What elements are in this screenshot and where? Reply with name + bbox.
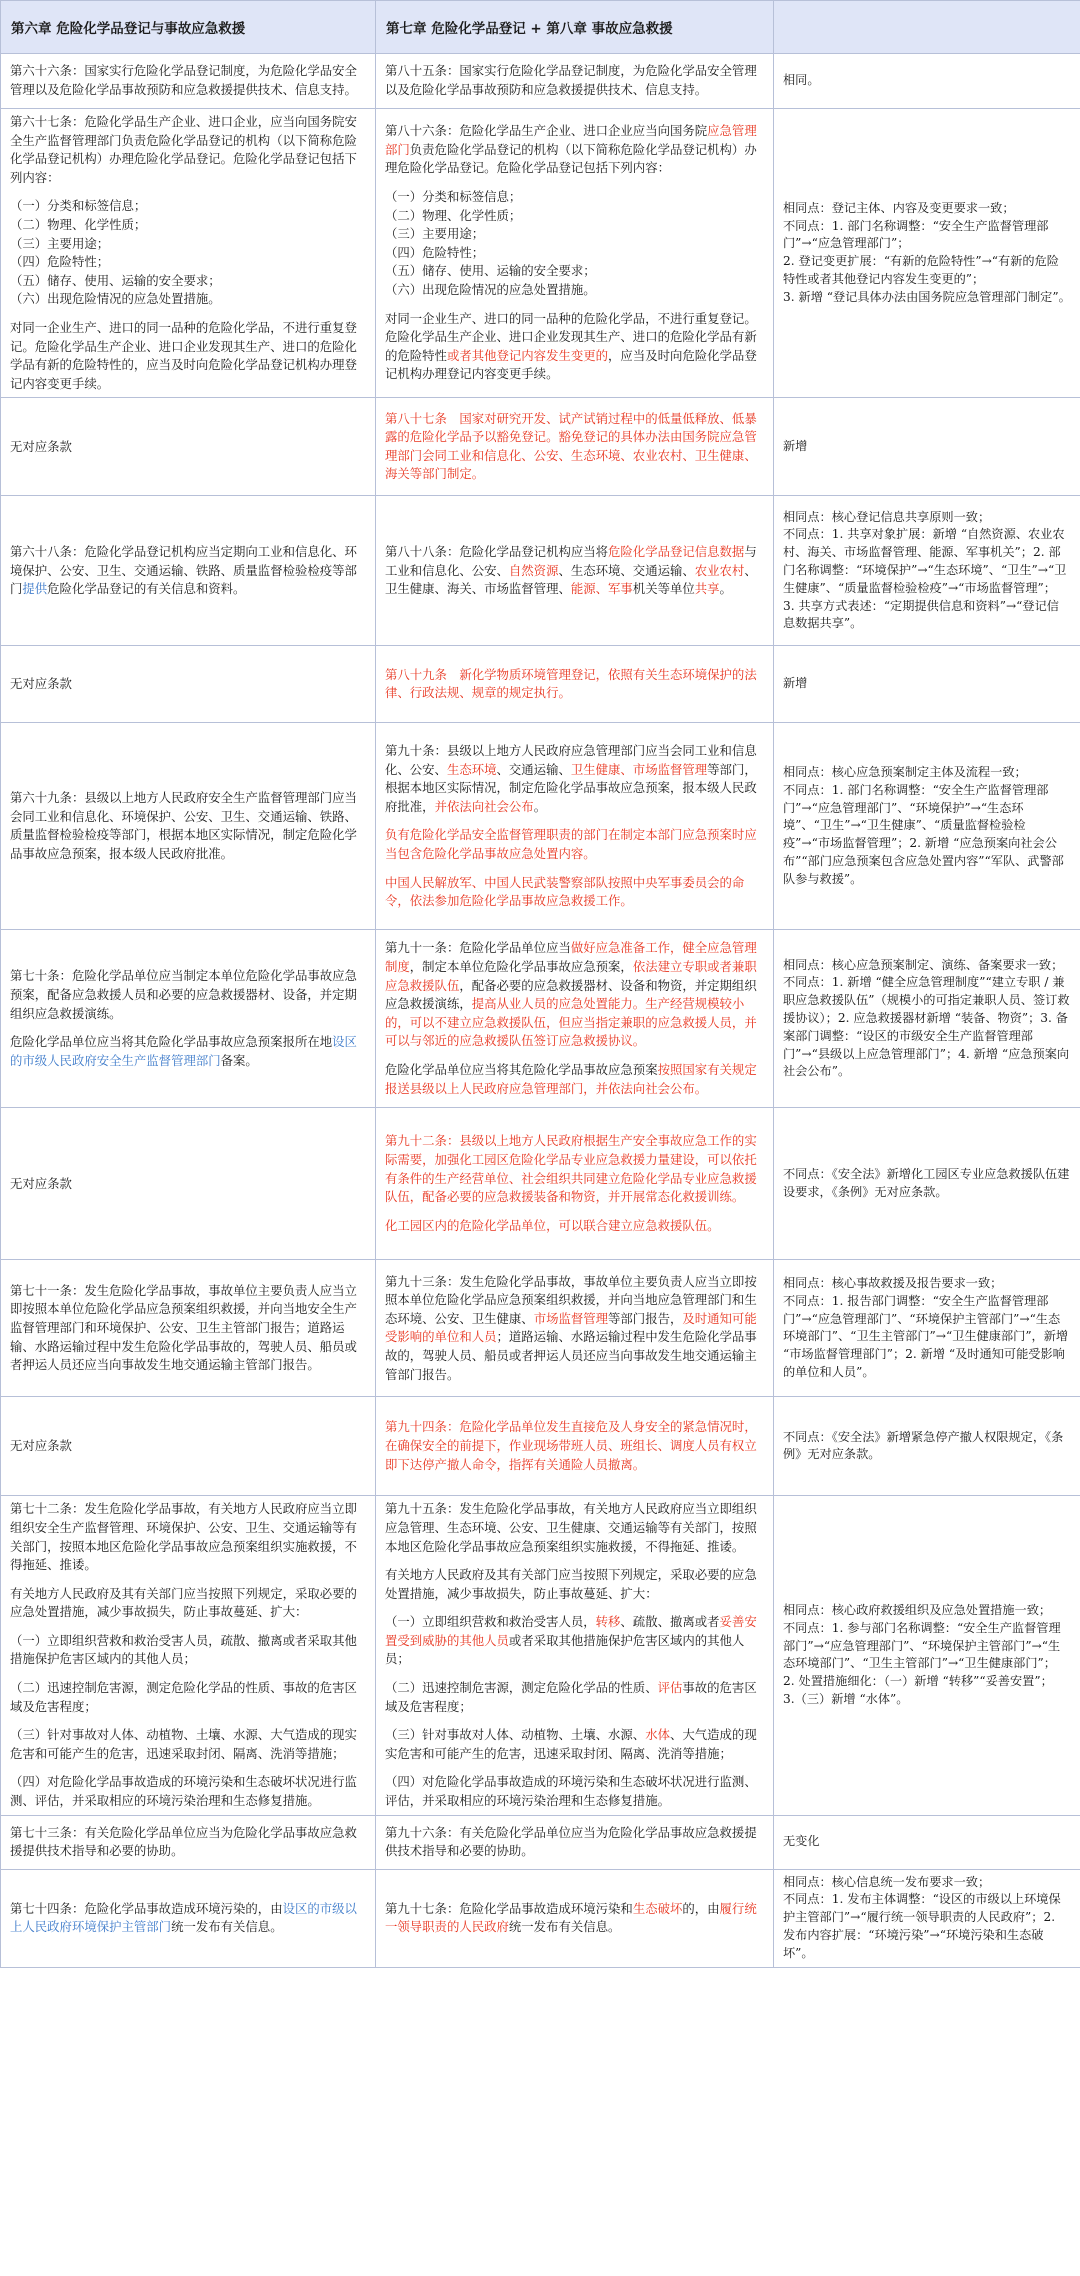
text-segment: 中国人民解放军、中国人民武装警察部队按照中央军事委员会的命令，依法参加危险化学品事故应急救援工作。 [385,874,745,909]
article-paragraph [10,197,366,216]
comparison-line: 不同点：1. 共享对象扩展：新增 “自然资源、农业农村、海关、市场监督管理、能源、军事机关”；2. 部门名称调整：“环境保护”→“生态环境”、“卫生”→“卫生健康”、“质量监督检验检疫”→“市场监督管理”； [783,527,1067,595]
old-article-cell [1,1397,376,1496]
table-row [1,496,1080,646]
text-segment: 等部门报告， [608,1310,683,1326]
article-paragraph [385,1566,764,1603]
text-segment: 依法建立专职或者兼职应急救援队伍 [385,959,757,993]
article-paragraph [10,1726,366,1763]
text-segment: 第九十七条：危险化学品事故造成环境污染和 [385,1900,633,1916]
text-segment: 第九十六条：有关危险化学品单位应当为危险化学品事故应急救援提供技术指导和必要的协助。 [385,1824,757,1859]
comparison-cell [774,54,1080,109]
text-segment: 应急管理部门 [385,123,757,157]
old-article-cell [1,1815,376,1869]
text-segment: 第八十九条 新化学物质环境管理登记，依照有关生态环境保护的法律、行政法规、规章的规定执行。 [385,666,757,701]
text-segment: 或者采取其他措施保护危害区域内的其他人员； [385,1632,745,1667]
text-segment: 、交通运输、 [496,761,571,777]
article-paragraph [385,666,764,703]
text-segment: 、卫生健康、海关、市场监督管理、 [385,562,757,597]
article-paragraph [385,1500,764,1556]
text-segment: 无对应条款 [10,676,72,692]
article-paragraph [10,1773,366,1810]
text-segment: 第九十三条：发生危险化学品事故，事故单位主要负责人应当立即按照本单位危险化学品应急预案组织救援，并向当地应急管理部门和生态环境、公安、卫生健康、 [385,1273,757,1326]
new-article-cell [376,496,774,646]
table-row [1,54,1080,109]
article-paragraph [10,789,366,863]
text-segment: （一）分类和标签信息； [10,198,147,214]
text-segment: 提高从业人员的应急处置能力。生产经营规模较小的，可以不建立应急救援队伍，但应当指定兼职的应急救援人员，并可以与邻近的应急救援队伍签订应急救援协议。 [385,996,757,1049]
text-segment: 危险化学品登记的有关信息和资料。 [47,581,246,597]
text-segment: （四）危险特性； [10,254,110,270]
text-segment: 负责危险化学品登记的机构（以下简称危险化学品登记机构）办理危险化学品登记。危险化学品登记包括下列内容： [385,141,757,176]
comparison-cell [774,1260,1080,1397]
new-article-cell [376,1397,774,1496]
text-segment: 第九十一条：危险化学品单位应当 [385,940,571,956]
article-paragraph [385,543,764,599]
article-paragraph [10,62,366,99]
text-segment: （三）主要用途； [10,235,110,251]
article-paragraph [10,235,366,254]
old-article-cell [1,1260,376,1397]
new-article-cell [376,1108,774,1260]
text-segment: 危险化学品登记信息数据 [608,543,745,559]
article-paragraph [10,1632,366,1669]
article-paragraph [385,742,764,816]
text-segment: 、生态环境、交通运输、 [558,562,695,578]
text-segment: （四）对危险化学品事故造成的环境污染和生态破坏状况进行监测、评估，并采取相应的环境污染治理和生态修复措施。 [10,1774,357,1809]
article-paragraph [10,319,366,393]
comparison-cell [774,1108,1080,1260]
old-article-cell [1,496,376,646]
old-article-cell [1,646,376,723]
text-segment: 第八十七条 国家对研究开发、试产试销过程中的低量低释放、低暴露的危险化学品予以豁免登记。豁免登记的具体办法由国务院应急管理部门会同工业和信息化、公安、生态环境、农业农村、卫生健康、海关等部门制定。 [385,410,757,482]
old-article-cell [1,1496,376,1815]
comparison-line: 2. 登记变更扩展：“有新的危险特性”→“有新的危险特性或者其他登记内容发生变更的”； [783,254,1059,286]
new-article-cell [376,398,774,496]
text-segment: 第九十条：县级以上地方人民政府应急管理部门应当会同工业和信息化、公安、 [385,742,757,777]
text-segment: 无对应条款 [10,438,72,454]
text-segment: 无对应条款 [10,1438,72,1454]
text-segment: 与工业和信息化、公安、 [385,543,757,578]
text-segment: 生态环境 [446,761,497,777]
article-paragraph [385,1726,764,1763]
new-article-cell [376,1260,774,1397]
article-paragraph [385,1900,764,1937]
table-row [1,1496,1080,1815]
text-segment: 等部门，根据本地区实际情况，制定危险化学品事故应急预案，报本级人民政府批准， [385,761,757,814]
comparison-cell [774,1815,1080,1869]
table-row [1,109,1080,398]
comparison-cell [774,398,1080,496]
old-article-cell [1,398,376,496]
article-paragraph [10,253,366,272]
table-row [1,1108,1080,1260]
article-paragraph [10,967,366,1023]
comparison-line: 3. 新增 “登记具体办法由国务院应急管理部门制定”。 [783,289,1071,304]
text-segment: （二）物理、化学性质； [385,207,522,223]
text-segment: 做好应急准备工作，健全应急管理制度 [385,940,757,975]
article-paragraph [10,216,366,235]
table-row [1,1815,1080,1869]
text-segment: 第七十三条：有关危险化学品单位应当为危险化学品事故应急救援提供技术指导和必要的协助。 [10,1824,357,1859]
text-segment: 第六十九条：县级以上地方人民政府安全生产监督管理部门应当会同工业和信息化、环境保护、公安、卫生、交通运输、铁路、质量监督检验检疫等部门，根据本地区实际情况，制定危险化学品事故应急预案，报本级人民政府批准。 [10,790,357,861]
table-row [1,1397,1080,1496]
text-segment: 自然资源 [508,562,559,578]
text-segment: 转移 [595,1614,621,1630]
text-segment: （四）危险特性； [385,244,485,260]
article-paragraph [10,438,366,457]
article-paragraph [385,1824,764,1861]
article-paragraph [385,874,764,911]
text-segment: ，应当及时向危险化学品登记机构办理登记内容变更手续。 [385,347,757,382]
article-paragraph [385,225,764,244]
article-paragraph [385,1773,764,1810]
comparison-cell [774,109,1080,398]
text-segment: 统一发布有关信息。 [171,1919,283,1935]
article-paragraph [385,1273,764,1385]
header-row [1,1,1080,54]
text-segment: （五）储存、使用、运输的安全要求； [10,272,221,288]
article-paragraph [385,122,764,178]
article-paragraph [10,1585,366,1622]
article-paragraph [10,1500,366,1574]
text-segment: 市场监督管理 [533,1310,609,1326]
comparison-line: 相同。 [783,73,820,88]
text-segment: 或者其他登记内容发生变更的 [446,347,609,363]
text-segment: 危险化学品单位应当将其危险化学品事故应急预案 [385,1062,658,1077]
header-comparison [774,1,1080,54]
comparison-line: 3. 共享方式表述：“定期提供信息和资料”→“登记信息数据共享”。 [783,598,1059,631]
comparison-cell [774,723,1080,930]
text-segment: 设区的市级以上人民政府环境保护主管部门 [10,1900,357,1935]
article-paragraph [385,1418,764,1474]
text-segment: 对同一企业生产、进口的同一品种的危险化学品，不进行重复登记。危险化学品生产企业、进口企业发现其生产、进口的危险化学品有新的危险特性的，应当及时向危险化学品登记机构办理登记内容变更手续。 [10,319,357,391]
article-paragraph [385,410,764,484]
table-row [1,723,1080,930]
text-segment: （二）物理、化学性质； [10,216,147,232]
article-paragraph [10,1033,366,1070]
text-segment: 第六十七条：危险化学品生产企业、进口企业，应当向国务院安全生产监督管理部门负责危险化学品登记的机构（以下简称危险化学品登记机构）办理危险化学品登记。危险化学品登记包括下列内容： [10,114,357,185]
article-paragraph [385,310,764,384]
article-paragraph [385,939,764,1051]
comparison-line: 新增 [783,438,808,453]
comparison-line: 相同点：登记主体、内容及变更要求一致； [783,200,1015,215]
comparison-line: 相同点：核心应急预案制定、演练、备案要求一致； [783,957,1064,972]
comparison-line: 相同点：核心登记信息共享原则一致； [783,509,991,524]
article-paragraph [10,543,366,599]
text-segment: 化工园区内的危险化学品单位，可以联合建立应急救援队伍。 [385,1217,720,1233]
old-article-cell [1,109,376,398]
text-segment: （一）分类和标签信息； [385,189,522,205]
new-article-cell [376,646,774,723]
text-segment: 。 [719,581,732,597]
article-paragraph [385,1061,764,1098]
text-segment: 第七十四条：危险化学品事故造成环境污染的，由 [10,1900,283,1916]
text-segment: 第七十一条：发生危险化学品事故，事故单位主要负责人应当立即按照本单位危险化学品应急预案组织救援，并向当地安全生产监督管理部门和环境保护、公安、卫生主管部门报告；道路运输、水路运输过程中发生危险化学品事故的，驾驶人员、船员或者押运人员还应当向事故发生地交通运输主管部门报告。 [10,1282,357,1373]
article-paragraph [385,1217,764,1236]
article-paragraph [385,1613,764,1669]
text-segment: 的，由 [682,1900,720,1916]
text-segment: （三）针对事故对人体、动植物、土壤、水源、 [385,1727,646,1743]
comparison-cell [774,1496,1080,1815]
comparison-line: 相同点：核心事故救援及报告要求一致； [783,1275,1003,1290]
text-segment: 并依法向社会公布 [434,798,534,814]
text-segment: ，制定本单位危险化学品事故应急预案， [409,959,633,975]
comparison-cell [774,930,1080,1108]
new-article-cell [376,930,774,1108]
article-paragraph [385,1132,764,1206]
comparison-line: 不同点：1. 报告部门调整：“安全生产监督管理部门”→“应急管理部门”、“环境保护主管部门”→“生态环境部门”、“卫生主管部门”→“卫生健康部门”，新增 “市场监督管理部门”；2. 新增 “及时通知可能受影响的单位和人员”。 [783,1293,1069,1379]
article-paragraph [385,188,764,207]
text-segment: （一）立即组织营救和救治受害人员，疏散、撤离或者采取其他措施保护危害区域内的其他人员； [10,1632,357,1667]
text-segment: 负有危险化学品安全监督管理职责的部门在制定本部门应急预案时应当包含危险化学品事故应急处置内容。 [385,827,757,861]
comparison-line: 2. 处置措施细化：（一）新增 “转移”“妥善安置”； [783,1674,1053,1689]
comparison-line: 不同点：《安全法》新增化工园区专业应急救援队伍建设要求，《条例》无对应条款。 [783,1167,1070,1199]
text-segment: 农业农村 [694,562,745,578]
old-article-cell [1,930,376,1108]
article-paragraph [10,272,366,291]
new-article-cell [376,723,774,930]
table-row [1,398,1080,496]
text-segment: 第八十八条：危险化学品登记机构应当将 [385,543,609,559]
text-segment: （六）出现危险情况的应急处置措施。 [10,291,221,307]
comparison-line: 3.（三）新增 “水体”。 [783,1692,909,1707]
comparison-line: 相同点：核心应急预案制定主体及流程一致； [783,765,1027,780]
text-segment: 履行统一领导职责的人民政府 [385,1900,757,1935]
text-segment: 有关地方人民政府及其有关部门应当按照下列规定，采取必要的应急处置措施，减少事故损失，防止事故蔓延、扩大： [10,1585,357,1620]
article-paragraph [385,207,764,226]
new-article-cell [376,1815,774,1869]
article-paragraph [10,1679,366,1716]
text-segment: 第八十六条：危险化学品生产企业、进口企业应当向国务院 [385,123,708,139]
new-article-cell [376,1869,774,1967]
comparison-line: 相同点：核心政府救援组织及应急处置措施一致； [783,1603,1052,1618]
comparison-line: 不同点：1. 发布主体调整：“设区的市级以上环境保护主管部门”→“履行统一领导职责的人民政府”；2. 发布内容扩展：“环境污染”→“环境污染和生态破坏”。 [783,1892,1061,1960]
new-article-cell [376,54,774,109]
article-paragraph [10,1282,366,1375]
comparison-line: 不同点：1. 新增 “健全应急管理制度”“建立专职 / 兼职应急救援队伍”（规模小的可指定兼职人员、签订救援协议）；2. 应急救援器材新增 “装备、物资”；3. 备案部门调整：“设区的市级安全生产监督管理部门”→“县级以上应急管理部门”；4. 新增 “应急预案向社会公布”。 [783,975,1070,1079]
old-article-cell [1,1108,376,1260]
new-article-cell [376,1496,774,1815]
text-segment: 第六十八条：危险化学品登记机构应当定期向工业和信息化、环境保护、公安、卫生、交通运输、铁路、质量监督检验检疫等部门 [10,543,357,597]
text-segment: 第七十条：危险化学品单位应当制定本单位危险化学品事故应急预案，配备应急救援人员和必要的应急救援器材、设备，并定期组织应急救援演练。 [10,968,357,1021]
table-row [1,646,1080,723]
comparison-cell [774,1397,1080,1496]
text-segment: 。 [533,798,547,814]
article-paragraph [10,1824,366,1861]
comparison-line: 新增 [783,676,808,691]
article-paragraph [10,1900,366,1937]
text-segment: 备案。 [220,1052,258,1068]
text-segment: （四）对危险化学品事故造成的环境污染和生态破坏状况进行监测、评估，并采取相应的环境污染治理和生态修复措施。 [385,1774,757,1809]
article-paragraph [10,1437,366,1456]
old-article-cell [1,1869,376,1967]
text-segment: （三）针对事故对人体、动植物、土壤、水源、大气造成的现实危害和可能产生的危害，迅速采取封闭、隔离、洗消等措施； [10,1727,357,1761]
text-segment: 水体 [645,1727,670,1743]
comparison-line: 不同点：《安全法》新增紧急停产撤人权限规定，《条例》无对应条款。 [783,1429,1064,1462]
article-paragraph [385,62,764,99]
text-segment: 按照国家有关规定报送县级以上人民政府应急管理部门，并依法向社会公布。 [385,1062,757,1096]
text-segment: 事故的危害区域及危害程度； [385,1680,757,1714]
text-segment: 危险化学品单位应当将其危险化学品事故应急预案报所在地 [10,1034,333,1050]
article-paragraph [10,113,366,187]
header-old-chapter: 第六章 危险化学品登记与事故应急救援 [1,1,376,54]
old-article-cell [1,54,376,109]
new-article-cell [376,109,774,398]
text-segment: 共享 [694,581,720,597]
comparison-line: 不同点：1. 参与部门名称调整：“安全生产监督管理部门”→“应急管理部门”、“环境保护主管部门”→“生态环境部门”、“卫生主管部门”→“卫生健康部门”； [783,1620,1061,1671]
article-paragraph [385,281,764,300]
text-segment: ，配备必要的应急救援器材、设备和物资，并定期组织应急救援演练， [385,977,757,1012]
text-segment: （三）主要用途； [385,226,485,242]
text-segment: 第六十六条：国家实行危险化学品登记制度，为危险化学品安全管理以及危险化学品事故预防和应急救援提供技术、信息支持。 [10,63,357,97]
article-paragraph [385,826,764,863]
article-paragraph [385,1679,764,1716]
comparison-line: 不同点：1. 部门名称调整：“安全生产监督管理部门”→“应急管理部门”； [783,218,1049,251]
text-segment: （六）出现危险情况的应急处置措施。 [385,282,596,298]
text-segment: 第九十二条：县级以上地方人民政府根据生产安全事故应急工作的实际需要，加强化工园区危险化学品专业应急救援力量建设，可以依托有条件的生产经营单位、社会组织共同建立危险化学品专业应急救援队伍，配备必要的应急救援装备和物资，并开展常态化救援训练。 [385,1133,757,1205]
text-segment: 、疏散、撤离或者 [620,1614,720,1630]
text-segment: 第八十五条：国家实行危险化学品登记制度，为危险化学品安全管理以及危险化学品事故预防和应急救援提供技术、信息支持。 [385,63,757,97]
table-row [1,1869,1080,1967]
text-segment: 妥善安置受到威胁的其他人员 [385,1614,757,1648]
comparison-line: 相同点：核心信息统一发布要求一致； [783,1874,991,1889]
article-paragraph [10,1175,366,1194]
header-new-chapter: 第七章 危险化学品登记 + 第八章 事故应急救援 [376,1,774,54]
text-segment: 机关等单位 [632,581,695,597]
text-segment: 设区的市级人民政府安全生产监督管理部门 [10,1034,357,1068]
comparison-line: 无变化 [783,1834,820,1849]
article-paragraph [10,290,366,309]
text-segment: （二）迅速控制危害源，测定危险化学品的性质、事故的危害区域及危害程度； [10,1680,357,1714]
article-paragraph [385,244,764,263]
text-segment: （一）立即组织营救和救治受害人员， [385,1614,596,1630]
comparison-line: 不同点：1. 部门名称调整：“安全生产监督管理部门”→“应急管理部门”、“环境保护”→“生态环境”、“卫生”→“卫生健康”、“质量监督检验检疫”→“市场监督管理”；2. 新增 “应急预案向社会公布”“部门应急预案包含应急处置内容”“军队、武警部队参与救援”。 [783,782,1064,886]
text-segment: 第九十五条：发生危险化学品事故，有关地方人民政府应当立即组织应急管理、生态环境、公安、卫生健康、交通运输等有关部门，按照本地区危险化学品事故应急预案组织实施救援，不得拖延、推诿。 [385,1501,757,1554]
text-segment: 能源、军事 [570,581,633,597]
comparison-cell [774,496,1080,646]
text-segment: 统一发布有关信息。 [508,1919,621,1935]
text-segment: 第九十四条：危险化学品单位发生直接危及人身安全的紧急情况时，在确保安全的前提下，作业现场带班人员、班组长、调度人员有权立即下达停产撤人命令，指挥有关通险人员撤离。 [385,1419,757,1472]
text-segment: 无对应条款 [10,1175,72,1191]
text-segment: 卫生健康、市场监督管理 [570,761,708,777]
comparison-cell [774,1869,1080,1967]
text-segment: （二）迅速控制危害源，测定危险化学品的性质、 [385,1680,658,1696]
comparison-cell [774,646,1080,723]
old-article-cell [1,723,376,930]
text-segment: 第七十二条：发生危险化学品事故，有关地方人民政府应当立即组织安全生产监督管理、环境保护、公安、卫生、交通运输等有关部门，按照本地区危险化学品事故应急预案组织实施救援，不得拖延、推诿。 [10,1501,357,1573]
text-segment: （五）储存、使用、运输的安全要求； [385,263,596,279]
text-segment: 、大气造成的现实危害和可能产生的危害，迅速采取封闭、隔离、洗消等措施； [385,1727,757,1761]
text-segment: 对同一企业生产、进口的同一品种的危险化学品，不进行重复登记。危险化学品生产企业、进口企业发现其生产、进口的危险化学品有新的危险特性 [385,310,757,363]
text-segment: 及时通知可能受影响的单位和人员 [385,1310,757,1345]
table-row [1,1260,1080,1397]
text-segment: 生态破坏 [632,1900,683,1916]
text-segment: 评估 [657,1680,683,1696]
text-segment: 有关地方人民政府及其有关部门应当按照下列规定，采取必要的应急处置措施，减少事故损失，防止事故蔓延、扩大： [385,1567,757,1601]
table-row [1,930,1080,1108]
text-segment: 提供 [22,581,48,597]
text-segment: ；道路运输、水路运输过程中发生危险化学品事故的，驾驶人员、船员或者押运人员还应当向事故发生地交通运输主管部门报告。 [385,1329,757,1382]
article-paragraph [385,262,764,281]
article-paragraph [10,675,366,694]
